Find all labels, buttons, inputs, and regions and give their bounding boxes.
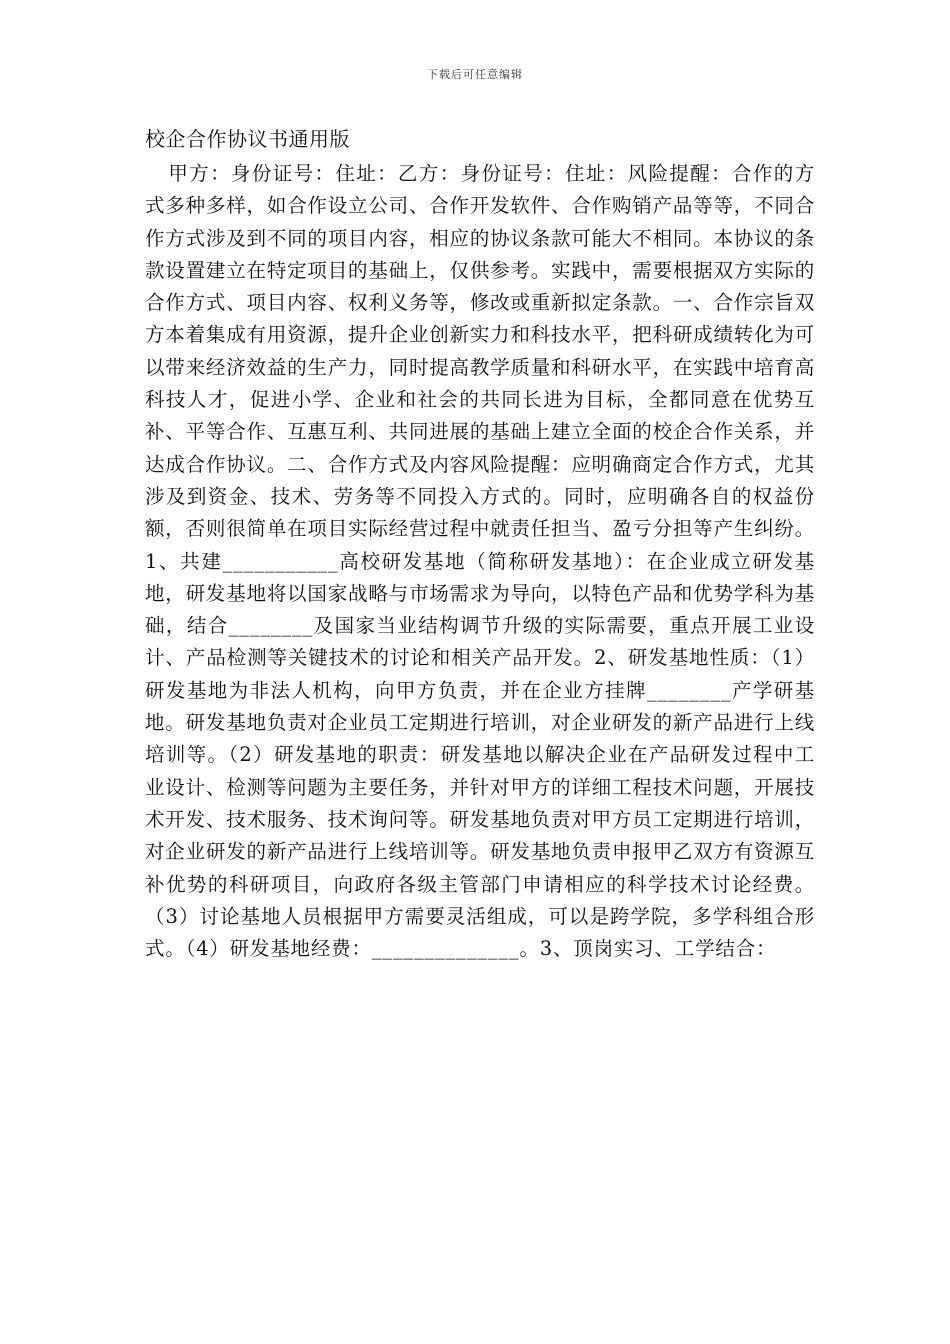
document-body: 甲方：身份证号：住址：乙方：身份证号：住址：风险提醒：合作的方式多种多样，如合作设立公司、合作开发软件、合作购销产品等等，不同合作方式涉及到不同的项目内容，相应的协议条款可能大不相同。本协议的条款设置建立在特定项目的基础上，仅供参考。实践中，需要根据双方实际的合作方式、项目内容、权利义务等，修改或重新拟定条款。一、合作宗旨双方本着集成有用资源，提升企业创新实力和科技水平，把科研成绩转化为可以带来经济效益的生产力，同时提高教学质量和科研水平，在实践中培育高科技人才，促进小学、企业和社会的共同长进为目标，全都同意在优势互补、平等合作、互惠互利、共同进展的基础上建立全面的校企合作关系，并达成合作协议。二、合作方式及内容风险提醒：应明确商定合作方式，尤其涉及到资金、技术、劳务等不同投入方式的。同时，应明确各自的权益份额，否则很简单在项目实际经营过程中就责任担当、盈亏分担等产生纠纷。1、共建___________高校研发基地（简称研发基地）：在企业成立研发基地，研发基地将以国家战略与市场需求为导向，以特色产品和优势学科为基础，结合________及国家当业结构调节升级的实际需要，重点开展工业设计、产品检测等关键技术的讨论和相关产品开发。2、研发基地性质：（1）研发基地为非法人机构，向甲方负责，并在企业方挂牌________产学研基地。研发基地负责对企业员工定期进行培训，对企业研发的新产品进行上线培训等。（2）研发基地的职责：研发基地以解决企业在产品研发过程中工业设计、检测等问题为主要任务，并针对甲方的详细工程技术问题，开展技术开发、技术服务、技术询问等。研发基地负责对甲方员工定期进行培训，对企业研发的新产品进行上线培训等。研发基地负责申报甲乙双方有资源互补优势的科研项目，向政府各级主管部门申请相应的科学技术讨论经费。（3）讨论基地人员根据甲方需要灵活组成，可以是跨学院，多学科组合形式。（4）研发基地经费：______________。3、顶岗实习、工学结合：	[145, 162, 815, 961]
page-header-note: 下载后可任意编辑	[427, 68, 523, 81]
document-title: 校企合作协议书通用版	[145, 127, 350, 151]
